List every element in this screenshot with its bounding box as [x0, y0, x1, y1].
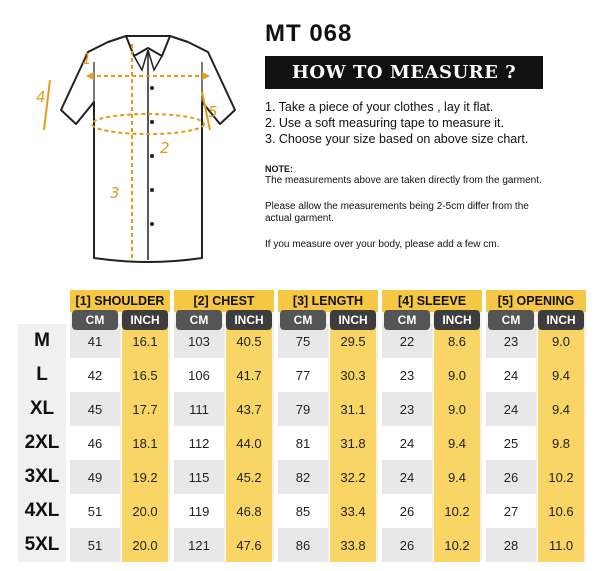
cm-value-cell: 86 — [278, 528, 328, 562]
dimension-3-label: 3 — [110, 184, 120, 202]
inch-value-cell: 31.1 — [340, 401, 366, 417]
inch-column — [122, 324, 168, 562]
model-number: MT 068 — [265, 20, 353, 47]
inch-value-cell: 11.0 — [548, 537, 574, 553]
cm-value-cell: 25 — [486, 426, 536, 460]
cm-column — [278, 324, 328, 562]
inch-unit-header: INCH — [226, 310, 272, 330]
cm-unit-header: CM — [72, 310, 118, 330]
note-section — [265, 163, 547, 251]
inch-value-cell: 45.2 — [236, 469, 262, 485]
cm-value-cell: 23 — [382, 358, 432, 392]
inch-value-cell: 17.7 — [132, 401, 158, 417]
inch-value-cell: 41.7 — [236, 367, 262, 383]
cm-value-cell: 46 — [70, 426, 120, 460]
measurement-group-header: [1] SHOULDER — [70, 290, 170, 312]
dimension-4-label: 4 — [36, 88, 46, 106]
size-chart-table — [18, 282, 590, 562]
cm-value-cell: 26 — [486, 460, 536, 494]
cm-unit-header: CM — [176, 310, 222, 330]
inch-value-cell: 10.2 — [444, 537, 470, 553]
cm-column — [174, 324, 224, 562]
cm-value-cell: 112 — [174, 426, 224, 460]
inch-value-cell: 9.4 — [447, 435, 467, 451]
measurement-group-header: [3] LENGTH — [278, 290, 378, 312]
size-label: 3XL — [24, 466, 60, 487]
cm-value-cell: 51 — [70, 528, 120, 562]
inch-value-cell: 19.2 — [132, 469, 158, 485]
cm-value-cell: 28 — [486, 528, 536, 562]
shirt-outline-illustration — [30, 22, 250, 267]
inch-value-cell: 9.0 — [551, 333, 571, 349]
inch-value-cell: 9.8 — [551, 435, 571, 451]
inch-value-cell: 33.8 — [340, 537, 366, 553]
note-title: NOTE: — [265, 164, 293, 174]
cm-value-cell: 106 — [174, 358, 224, 392]
cm-value-cell: 26 — [382, 528, 432, 562]
inch-value-cell: 43.7 — [236, 401, 262, 417]
shirt-diagram — [30, 22, 250, 267]
size-label: 5XL — [24, 534, 60, 555]
inch-value-cell: 32.2 — [340, 469, 366, 485]
dimension-2-label: 2 — [160, 139, 170, 157]
inch-value-cell: 40.5 — [236, 333, 262, 349]
cm-value-cell: 24 — [382, 426, 432, 460]
cm-value-cell: 119 — [174, 494, 224, 528]
note-para-3: If you measure over your body, please add a few cm. — [265, 239, 500, 250]
cm-value-cell: 24 — [382, 460, 432, 494]
step-3: 3. Choose your size based on above size chart. — [265, 132, 529, 146]
size-label-column — [18, 324, 66, 562]
size-label: M — [34, 330, 50, 351]
measurement-group-header: [4] SLEEVE — [382, 290, 482, 312]
size-label: L — [36, 364, 48, 385]
dimension-1-label: 1 — [82, 50, 92, 68]
inch-value-cell: 46.8 — [236, 503, 262, 519]
inch-value-cell: 16.5 — [132, 367, 158, 383]
cm-column — [382, 324, 432, 562]
cm-value-cell: 41 — [70, 324, 120, 358]
cm-value-cell: 79 — [278, 392, 328, 426]
cm-unit-header: CM — [280, 310, 326, 330]
cm-value-cell: 75 — [278, 324, 328, 358]
cm-value-cell: 77 — [278, 358, 328, 392]
cm-value-cell: 85 — [278, 494, 328, 528]
note-para-2: Please allow the measurements being 2-5cm differ from the actual garment. — [265, 201, 529, 224]
inch-unit-header: INCH — [330, 310, 376, 330]
inch-column — [538, 324, 584, 562]
measurement-group-header: [2] CHEST — [174, 290, 274, 312]
step-1: 1. Take a piece of your clothes , lay it flat. — [265, 100, 494, 114]
inch-value-cell: 10.2 — [548, 469, 574, 485]
inch-value-cell: 44.0 — [236, 435, 262, 451]
how-to-measure-banner: HOW TO MEASURE ? — [265, 56, 543, 89]
cm-unit-header: CM — [488, 310, 534, 330]
cm-value-cell: 24 — [486, 392, 536, 426]
inch-column — [434, 324, 480, 562]
cm-value-cell: 111 — [174, 392, 224, 426]
cm-value-cell: 23 — [486, 324, 536, 358]
inch-value-cell: 20.0 — [132, 503, 158, 519]
inch-value-cell: 9.0 — [447, 367, 467, 383]
inch-value-cell: 10.2 — [444, 503, 470, 519]
cm-value-cell: 81 — [278, 426, 328, 460]
cm-value-cell: 121 — [174, 528, 224, 562]
inch-value-cell: 30.3 — [340, 367, 366, 383]
inch-value-cell: 20.0 — [132, 537, 158, 553]
inch-column — [330, 324, 376, 562]
inch-value-cell: 9.4 — [551, 367, 571, 383]
cm-unit-header: CM — [384, 310, 430, 330]
cm-value-cell: 51 — [70, 494, 120, 528]
cm-column — [486, 324, 536, 562]
note-para-1: The measurements above are taken directly from the garment. — [265, 175, 542, 186]
dimension-5-label: 5 — [208, 103, 218, 121]
inch-value-cell: 33.4 — [340, 503, 366, 519]
cm-column — [70, 324, 120, 562]
cm-value-cell: 26 — [382, 494, 432, 528]
inch-column — [226, 324, 272, 562]
inch-value-cell: 16.1 — [132, 333, 158, 349]
size-label: 4XL — [24, 500, 60, 521]
cm-value-cell: 24 — [486, 358, 536, 392]
inch-value-cell: 8.6 — [447, 333, 467, 349]
cm-value-cell: 22 — [382, 324, 432, 358]
inch-value-cell: 18.1 — [132, 435, 158, 451]
inch-value-cell: 9.4 — [447, 469, 467, 485]
inch-value-cell: 9.0 — [447, 401, 467, 417]
cm-value-cell: 82 — [278, 460, 328, 494]
inch-unit-header: INCH — [538, 310, 584, 330]
inch-unit-header: INCH — [434, 310, 480, 330]
inch-value-cell: 29.5 — [340, 333, 366, 349]
cm-value-cell: 27 — [486, 494, 536, 528]
cm-value-cell: 23 — [382, 392, 432, 426]
measurement-group-header: [5] OPENING — [486, 290, 586, 312]
cm-value-cell: 49 — [70, 460, 120, 494]
size-label: 2XL — [24, 432, 60, 453]
inch-value-cell: 31.8 — [340, 435, 366, 451]
inch-value-cell: 10.6 — [548, 503, 574, 519]
cm-value-cell: 115 — [174, 460, 224, 494]
inch-value-cell: 9.4 — [551, 401, 571, 417]
cm-value-cell: 42 — [70, 358, 120, 392]
size-label: XL — [29, 398, 55, 419]
step-2: 2. Use a soft measuring tape to measure it. — [265, 116, 505, 130]
measure-steps — [265, 99, 585, 147]
inch-unit-header: INCH — [122, 310, 168, 330]
inch-value-cell: 47.6 — [236, 537, 262, 553]
cm-value-cell: 45 — [70, 392, 120, 426]
cm-value-cell: 103 — [174, 324, 224, 358]
